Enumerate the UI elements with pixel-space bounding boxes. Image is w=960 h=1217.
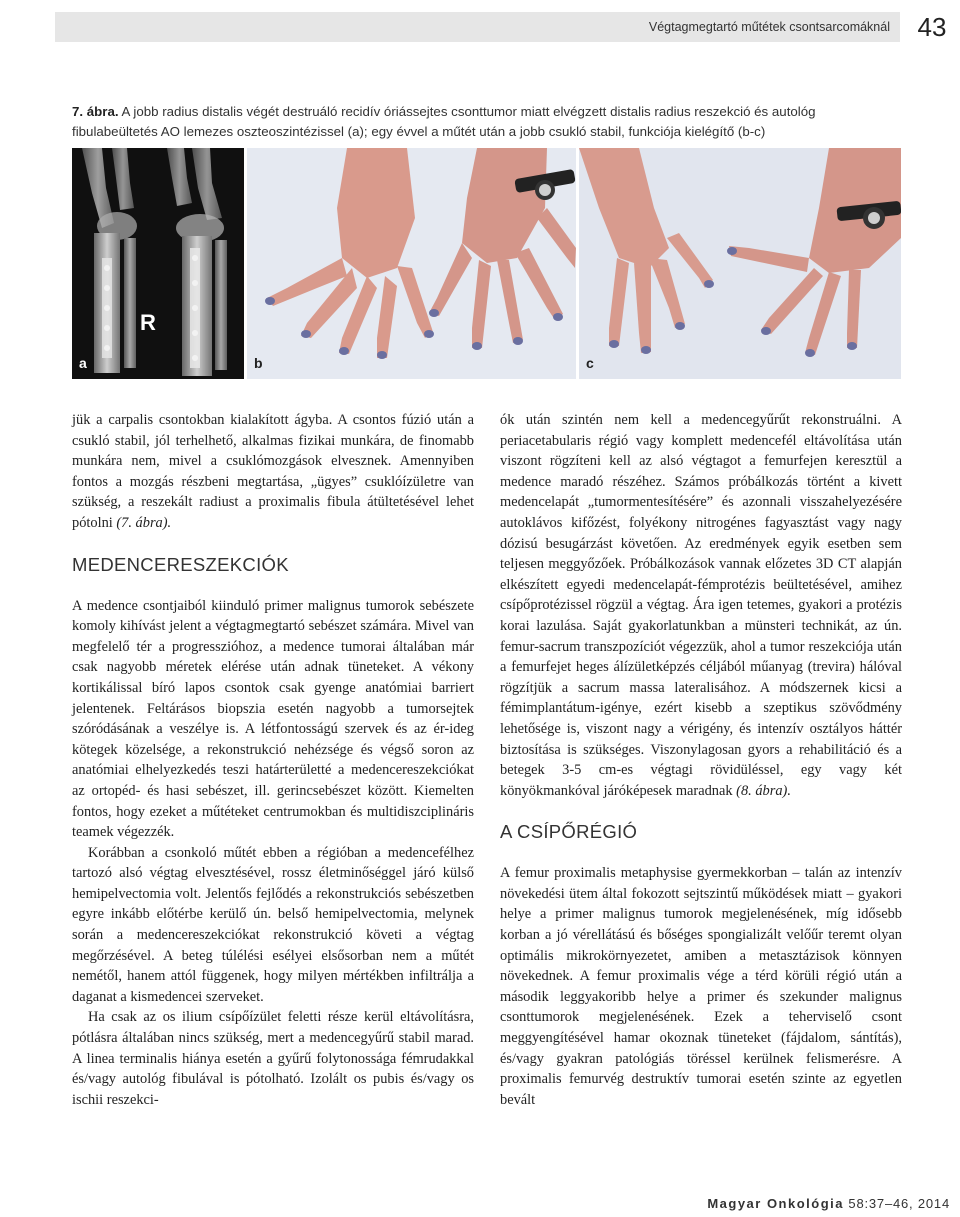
running-header: [55, 12, 900, 42]
section-heading-hip: A CSÍPŐRÉGIÓ: [500, 821, 638, 843]
right-column: [500, 410, 902, 1110]
left-paragraph-4: Ha csak az os ilium csípőízület feletti része kerül eltávolításra, pótlásra általában nincs szükség, mert a medencegyűrű stabil marad. A linea terminalis hiánya esetén a gyűrű folytonossága fémrudakkal és/vagy autológ fibulával is pótolható. Izolált os pubis és/vagy os ischii reszekci-: [72, 1009, 474, 1108]
left-paragraph-1-text: jük a carpalis csontokban kialakított ágyba. A csontos fúzió után a csukló stabil, jól terhelhető, alkalmas fizikai munkára, de finomabb munkára nem, mivel a csuklómozgások elvesznek. Amennyiben fontos a mozgás részbeni megtartása, „ügyes” csuklóízületre van szükség, a reszekált radiust a proximalis fibula átültetésével lehet pótolni: [72, 412, 474, 531]
figure-7: [72, 148, 901, 379]
figure-7-reference: (7. ábra).: [116, 514, 172, 531]
page-number: 43: [904, 8, 960, 46]
right-paragraph-2: A femur proximalis metaphysise gyermekkorban – talán az intenzív növekedési ütem által fokozott sejtszintű működések miatt – gyakori helye a primer malignus tumorok megjelenésének, míg idősebb korban a jó vérellátású és bőséges spongializált velőűr teremt olyan optimális mikrokörnyezetet, amiben a metasztázisok könnyen növekednek. A femur proximalis vége a térd körüli régió után a második leggyakoribb helye a primer és szekunder malignus csonttumorok megjelenésének. Ezek a teherviselő csont meggyengítésével hamar okoznak tüneteket (fájdalom, sántítás), és/vagy gyakran patológiás töréssel kerülnek felismerésre. A proximalis femurvég destruktív tumorai esetén szinte az egyetlen bevált: [500, 865, 902, 1108]
hands-extension-image: [579, 148, 901, 379]
xray-side-marker: R: [140, 310, 156, 335]
figure-caption-text: A jobb radius distalis végét destruáló recidív óriássejtes csonttumor miatt elvégzett distalis radius reszekció és autológ fibulabeültetés AO lemezes oszteoszintézissel (a); egy évvel a műtét után a jobb csukló stabil, funkciója kielégítő (b-c): [72, 104, 816, 139]
panel-label-a: a: [79, 355, 87, 371]
panel-label-b: b: [254, 355, 263, 371]
left-paragraph-3: Korábban a csonkoló műtét ebben a régióban a medencefélhez tartozó alsó végtag elvesztésével, rossz életminőséggel járó külső hemipelvectomia volt. Jelentős fejlődés a rekonstrukciós sebészetben egyre inkább előtérbe kerülő ún. belső hemipelvectomia, melynek során a medencereszekciókat rekonstrukció követi a végtag megőrzésével. A beteg túlélési esélyei elsősorban nem a műtét nemétől, hanem attól függenek, hogy milyen mértékben infiltrálja a daganat a kismedencei szerveket.: [72, 844, 474, 1005]
left-column: [72, 410, 474, 1110]
right-paragraph-1: [500, 410, 902, 801]
figure-caption: [72, 102, 902, 142]
journal-name: Magyar Onkológia: [707, 1196, 845, 1211]
hands-photo-extension: [579, 148, 901, 379]
figure-caption-label: 7. ábra.: [72, 104, 119, 119]
xray-panel: [72, 148, 244, 379]
figure-8-reference: (8. ábra).: [736, 782, 791, 799]
right-paragraph-1-text: ók után szintén nem kell a medencegyűrűt rekonstruálni. A periacetabularis régió vagy komplett medencefél eltávolítása után viszont rögzíteni kell az alsó végtagot a femurfejen keresztül a medence maradó részéhez. Számos próbálkozás történt a kivett medencelapát „tumormentesítésére” és azonnali visszahelyezésére autoklávos kifőzést, folyékony nitrogénes fagyasztást vagy nagy dózisú besugárzást követően. Az eredmények egyik esetben sem teljesen meggyőzőek. Próbálkozások vannak előzetes 3D CT alapján elkészített egyedi medencelapát-fémprotézis beültetésével, amihez csípőprotézissel rögzül a végtag. Ára igen tetemes, gyakori a protézis korai lazulása. Saját gyakorlatunkban a münsteri technikát, az ún. femur-sacrum transzpozíciót végezzük, ahol a tumor reszekciója után a femurfejet heges álízületképzés céljából műanyag (trevira) hálóval rögzítjük a sacrum massa lateralisához. A módszernek kicsi a fémimplantátum-igénye, ezért kisebb a szeptikus szövődmény lehetősége is, viszont nagy a vérigény, és intenzív osztályos háttér biztosítása is szükséges. Viszonylagosan gyors a rehabilitáció és a betegek 3-5 cm-es végtagi rövidüléssel, egy vagy két könyökmankóval járóképesek maradnak: [500, 412, 902, 799]
left-paragraph-2: A medence csontjaiból kiinduló primer malignus tumorok sebészete komoly kihívást jelent a végtagmegtartó sebészet számára. Mivel van megfelelő tér a progresszióhoz, a medence tumorai általában már csak nagyobb méretek elérése után adnak tüneteket. A vékony kortikálissal bíró lapos csontok csak gyenge anatómiai barriert jelentenek. Feltárásos biopszia esetén nagyobb a tumorsejtek szóródásának a veszélye is. A létfontosságú szervek és az ér-ideg kötegek közelsége, a rekonstrukció nehézsége és végső soron az anatómiai elhelyezkedés teszi határterületté a medencereszekciókat az ortopéd- és hasi sebészet, ill. gerincsebészet között. Kiemelten fontos, hogy ezeket a műtéteket centrumokban és multidiszciplináris teamek végezzék.: [72, 597, 474, 841]
hands-dorsal-image: [247, 148, 576, 379]
panel-label-c: c: [586, 355, 594, 371]
footer-citation: [707, 1196, 950, 1211]
running-title: Végtagmegtartó műtétek csontsarcomáknál: [648, 20, 890, 34]
xray-image: [72, 148, 244, 379]
left-paragraph-1: [72, 410, 474, 534]
journal-volume: 58:37–46, 2014: [844, 1196, 950, 1211]
hands-photo-dorsal: [247, 148, 576, 379]
section-heading-pelvis: MEDENCERESZEKCIÓK: [72, 553, 289, 575]
